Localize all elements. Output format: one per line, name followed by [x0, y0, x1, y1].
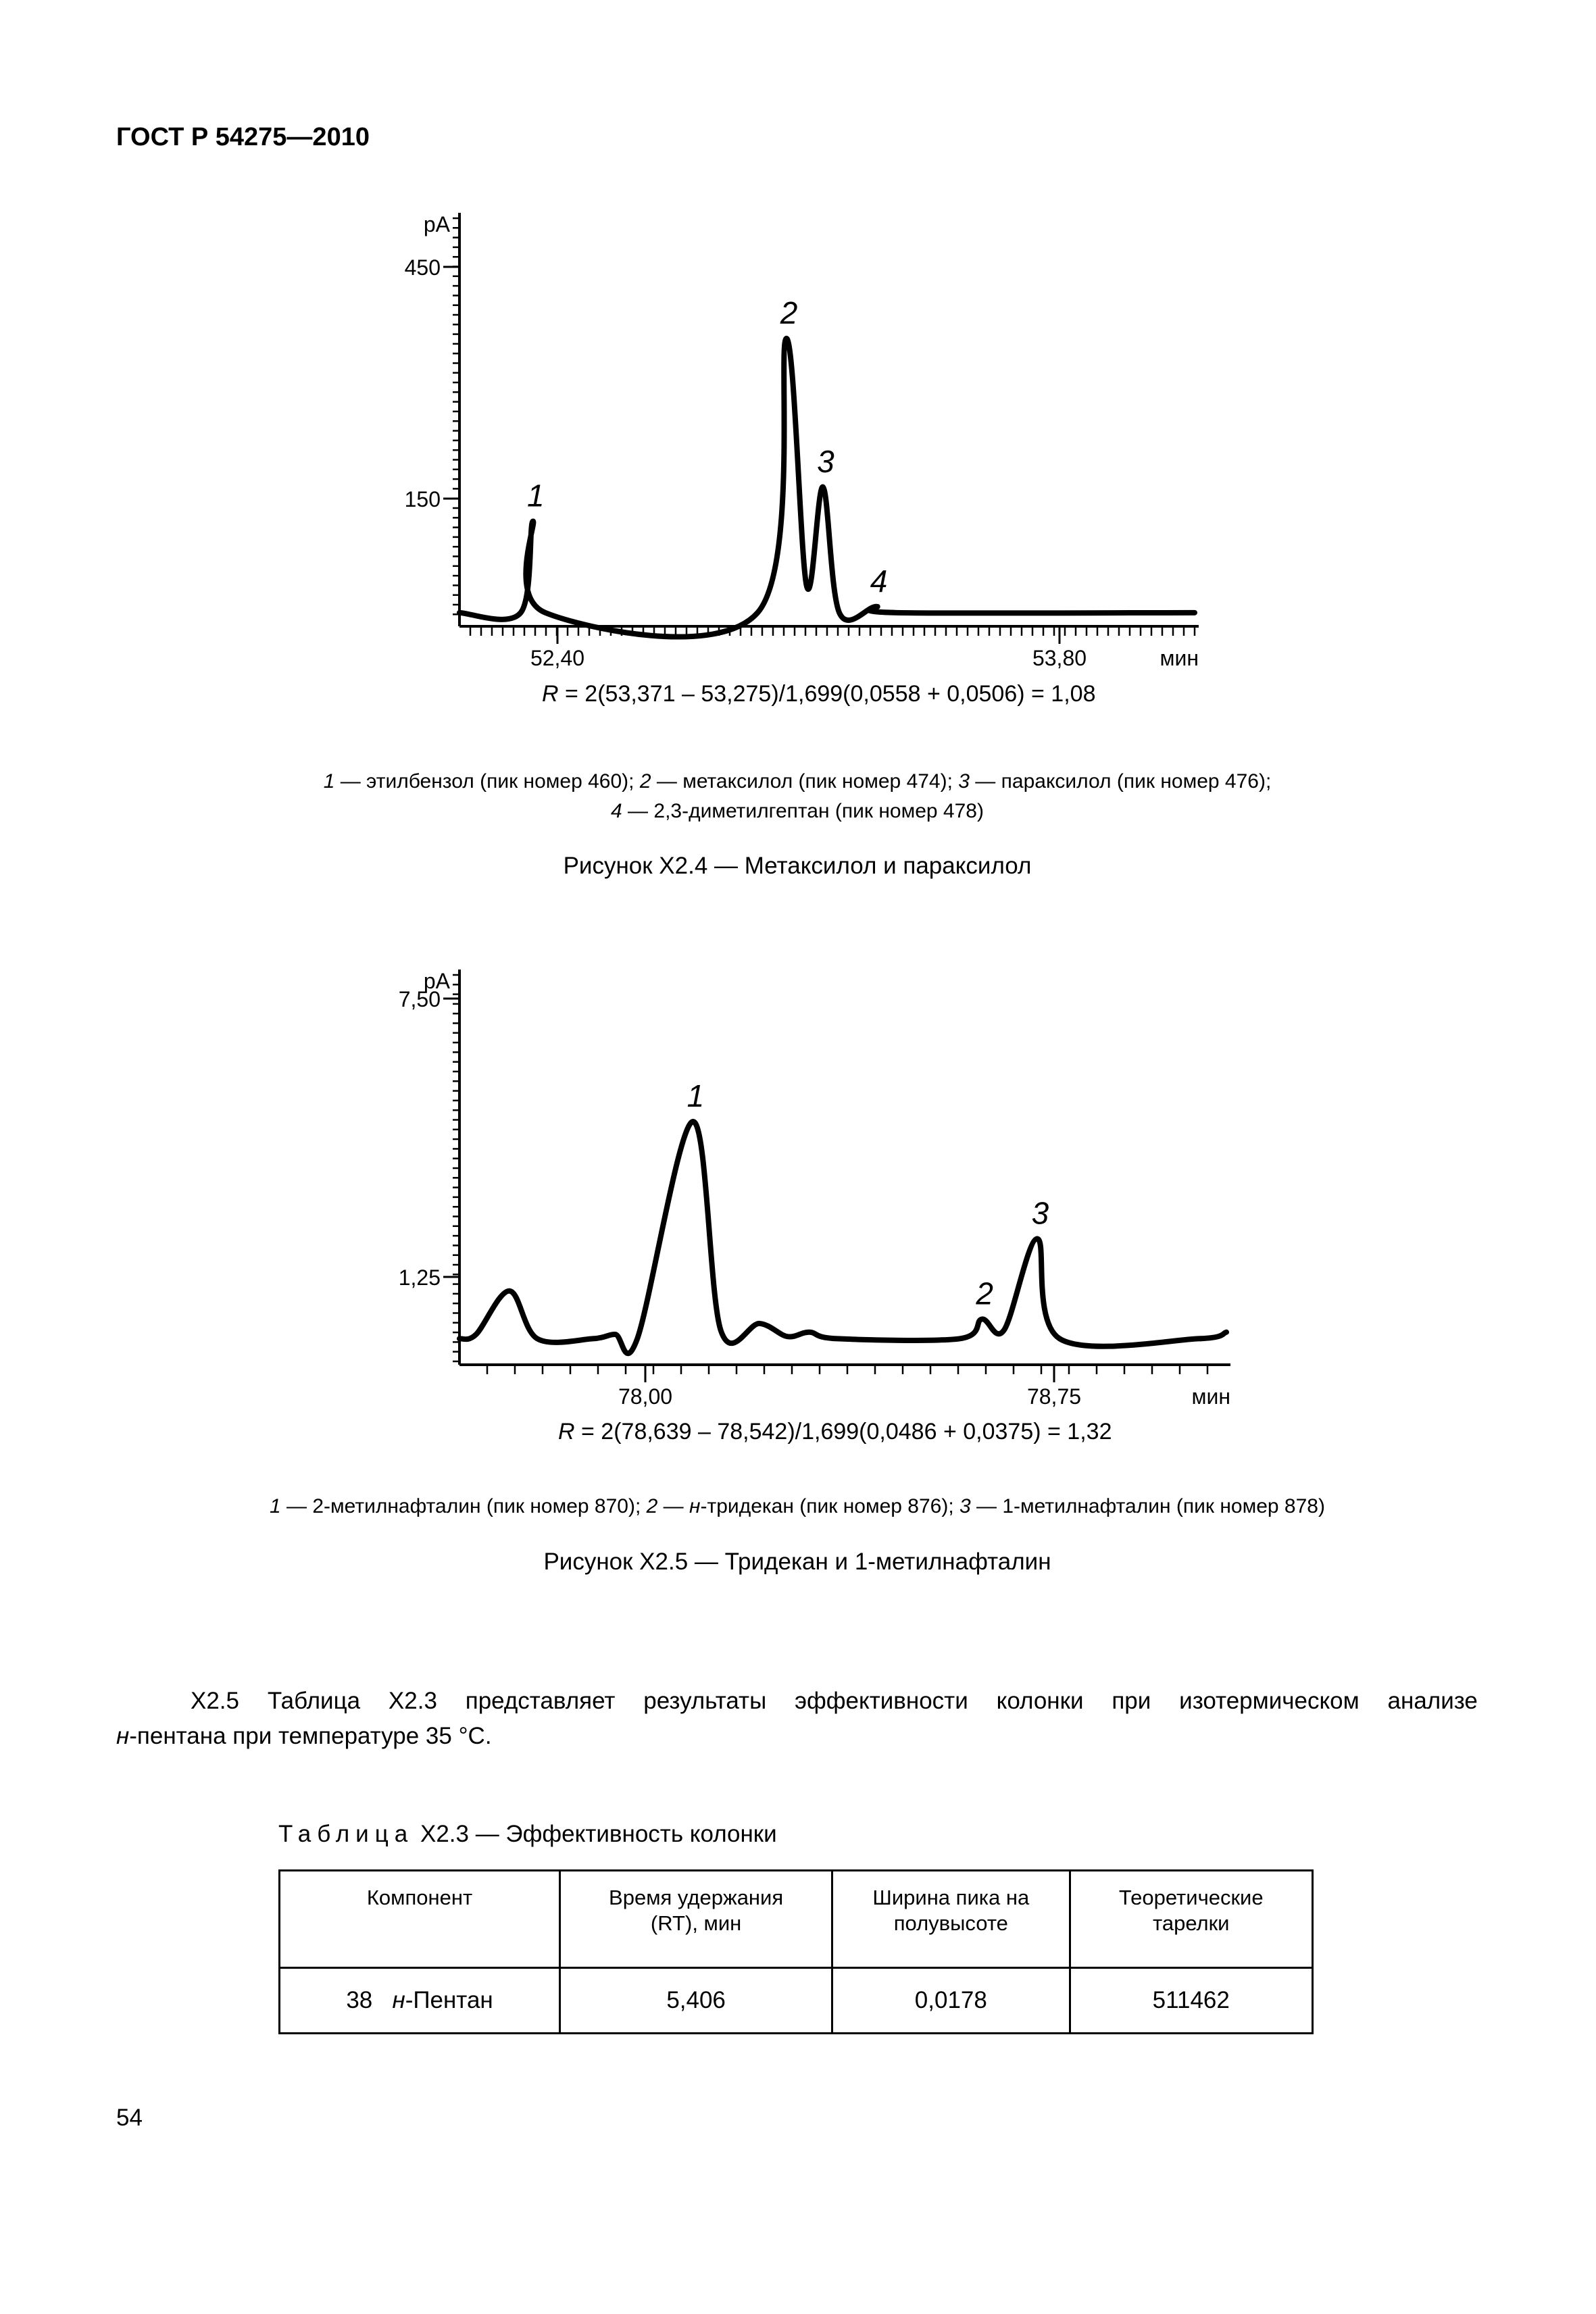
y-axis-unit: pA: [423, 969, 450, 993]
table-caption-label: Таблица: [278, 1821, 414, 1847]
peak-labels: [687, 1078, 1049, 1311]
component-number: 38: [346, 1987, 373, 2013]
peak-labels: [527, 295, 887, 599]
peak-width-cell: 0,0178: [832, 1968, 1070, 2034]
legend-line: 4 — 2,3-диметилгептан (пик номер 478): [611, 800, 984, 822]
y-tick-label: 450: [404, 255, 441, 280]
x-axis: [459, 626, 1199, 670]
paragraph-word: колонки: [996, 1688, 1084, 1714]
paragraph-text: -пентана при температуре 35 °С.: [129, 1723, 492, 1749]
efficiency-table: [278, 1869, 1314, 2034]
table-caption: [278, 1821, 777, 1848]
peak-label: 3: [1031, 1195, 1049, 1231]
component-cell: [280, 1968, 560, 2034]
peak-label: 2: [780, 295, 798, 330]
peak-label: 1: [527, 478, 545, 513]
y-tick-label: 7,50: [398, 987, 441, 1011]
resolution-formula-1: [542, 681, 1095, 707]
paragraph-word: при: [1112, 1688, 1151, 1714]
legend-line: 1 — этилбензол (пик номер 460); 2 — метаксилол (пик номер 474); 3 — параксилол (пик номер 476);: [323, 770, 1272, 793]
x-tick-label: 53,80: [1032, 646, 1087, 670]
x-axis-unit: мин: [1191, 1384, 1230, 1409]
paragraph-word: Таблица: [267, 1688, 361, 1714]
figure-1-legend: [135, 767, 1460, 826]
x-tick-label: 78,75: [1026, 1384, 1082, 1409]
chromatogram-figure-2: [378, 946, 1257, 1459]
header-cell: Время удержания (RT), мин: [560, 1871, 832, 1968]
chromatogram-figure-1: [378, 199, 1257, 713]
x-tick-label: 78,00: [618, 1384, 673, 1409]
peak-label: 2: [976, 1276, 993, 1311]
y-tick-label: 150: [404, 487, 441, 511]
paragraph-word: представляет: [465, 1688, 616, 1714]
table-row: [280, 1968, 1313, 2034]
legend-line: 1 — 2-метилнафталин (пик номер 870); 2 — н-тридекан (пик номер 876); 3 — 1-метилнафталин (пик номер 878): [270, 1495, 1325, 1517]
chromatogram-trace: [459, 1122, 1226, 1353]
peak-label: 1: [687, 1078, 705, 1113]
body-paragraph: [116, 1684, 1478, 1754]
document-header: ГОСТ Р 54275—2010: [116, 123, 370, 151]
header-cell: Ширина пика на полувысоте: [832, 1871, 1070, 1968]
formula-variable: R: [542, 681, 559, 707]
table-header-row: [280, 1871, 1313, 1968]
table-caption-text: Х2.3 — Эффективность колонки: [420, 1821, 777, 1847]
y-axis: [399, 969, 459, 1365]
paragraph-word: Х2.5: [191, 1688, 239, 1714]
y-tick-label: 1,25: [398, 1265, 441, 1290]
x-axis: [459, 1365, 1230, 1409]
chromatogram-trace: [459, 338, 1195, 637]
y-axis: [405, 212, 459, 626]
paragraph-word: Х2.3: [388, 1688, 437, 1714]
italic-prefix: н: [392, 1987, 405, 2013]
paragraph-word: анализе: [1387, 1688, 1478, 1714]
page-number: 54: [116, 2105, 143, 2131]
formula-variable: R: [558, 1419, 575, 1444]
figure-1-caption: Рисунок Х2.4 — Метаксилол и параксилол: [563, 853, 1032, 879]
paragraph-line: [116, 1684, 1478, 1719]
figure-2-legend: [135, 1492, 1460, 1521]
italic-prefix: н: [116, 1723, 130, 1749]
paragraph-word: эффективности: [795, 1688, 968, 1714]
paragraph-word: изотермическом: [1179, 1688, 1360, 1714]
paragraph-word: результаты: [643, 1688, 767, 1714]
retention-time-cell: 5,406: [560, 1968, 832, 2034]
peak-label: 3: [817, 443, 834, 479]
figure-2-caption: Рисунок Х2.5 — Тридекан и 1-метилнафталин: [543, 1549, 1051, 1575]
header-cell: Компонент: [280, 1871, 560, 1968]
resolution-formula-2: [558, 1419, 1112, 1445]
component-name: -Пентан: [405, 1987, 493, 2013]
formula-expression: = 2(53,371 – 53,275)/1,699(0,0558 + 0,0506) = 1,08: [558, 681, 1096, 707]
peak-label: 4: [870, 563, 888, 599]
formula-expression: = 2(78,639 – 78,542)/1,699(0,0486 + 0,0375) = 1,32: [574, 1419, 1112, 1444]
paragraph-line: [116, 1719, 1478, 1754]
x-tick-label: 52,40: [530, 646, 585, 670]
header-cell: Теоретические тарелки: [1070, 1871, 1313, 1968]
theoretical-plates-cell: 511462: [1070, 1968, 1313, 2034]
y-axis-unit: pA: [423, 212, 450, 236]
x-axis-unit: мин: [1159, 646, 1199, 670]
